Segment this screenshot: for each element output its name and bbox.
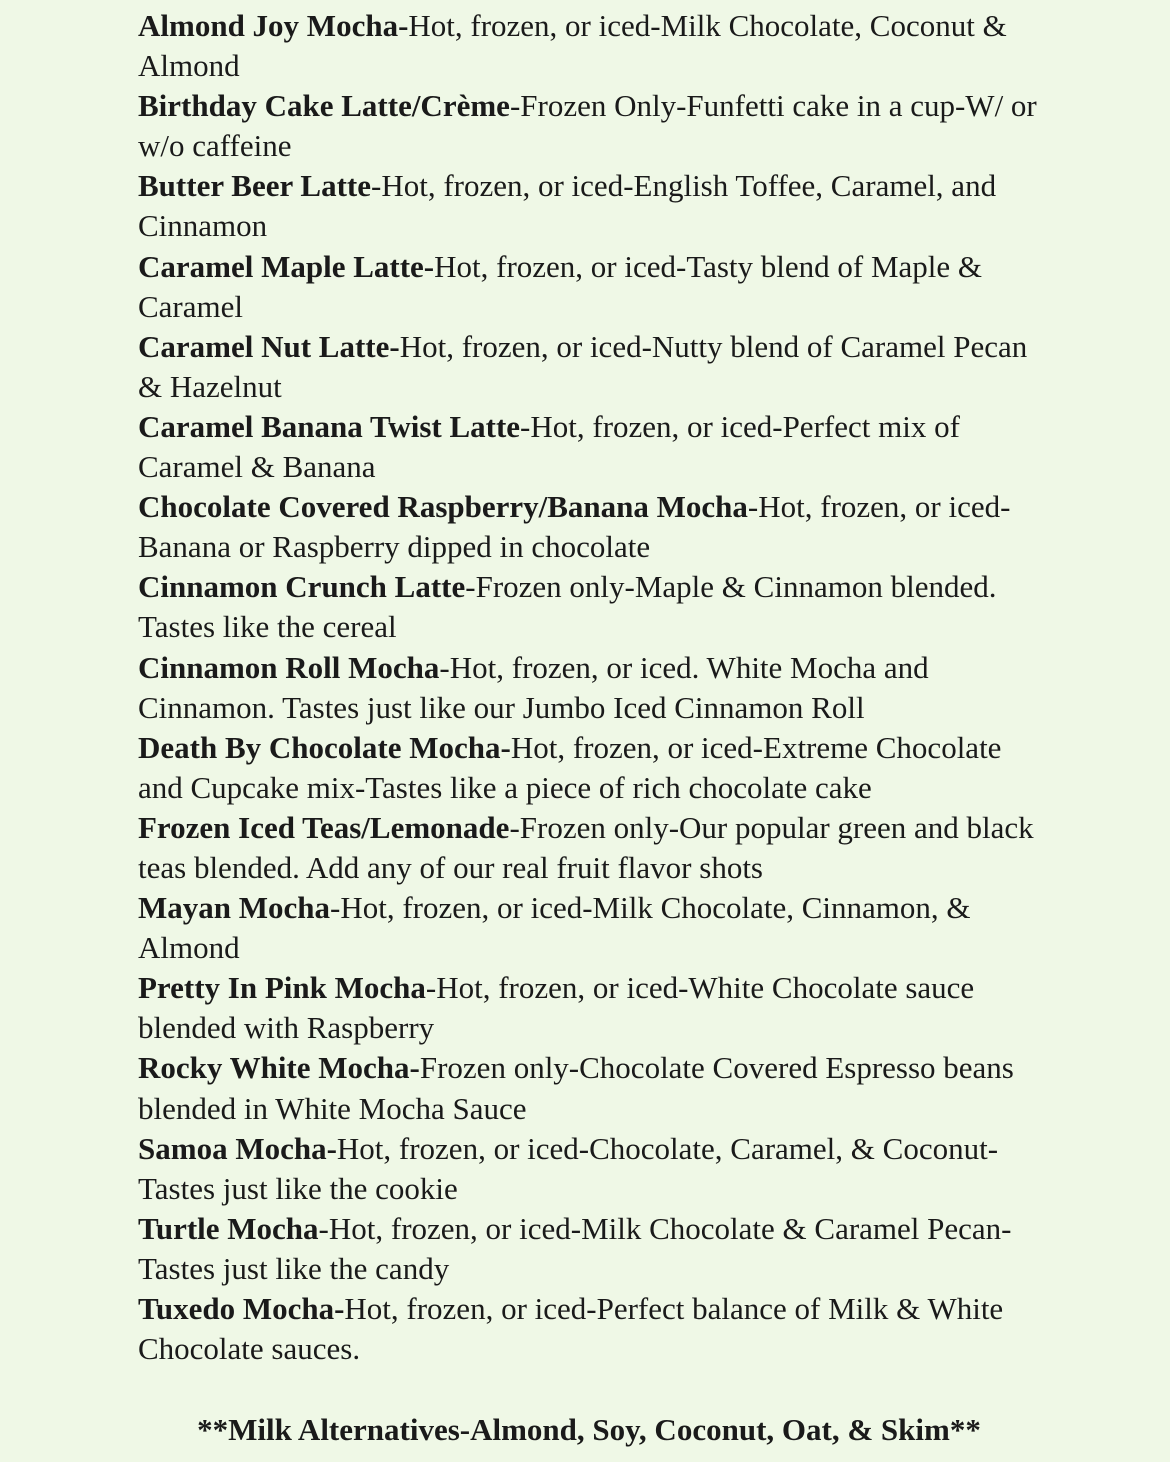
item-name: Mayan Mocha — [138, 890, 331, 926]
item-name: Caramel Nut Latte- — [138, 328, 400, 364]
item-description: -Frozen only-Maple & Cinnamon blended. Tastes like the cereal — [138, 569, 997, 645]
item-name: Rocky White Mocha- — [138, 1050, 420, 1086]
item-description: -Frozen only-Our popular green and black teas blended. Add any of our real fruit flavor shots — [138, 809, 1034, 885]
drink-menu-list — [138, 6, 1038, 1369]
item-name: Cinnamon Crunch Latte — [138, 569, 466, 605]
item-description: -Hot, frozen, or iced-White Chocolate sauce blended with Raspberry — [138, 970, 975, 1046]
milk-alternatives-note: **Milk Alternatives-Almond, Soy, Coconut, Oat, & Skim** — [197, 1412, 981, 1447]
item-description: -Hot, frozen, or iced-Milk Chocolate & Caramel Pecan-Tastes just like the candy — [138, 1210, 1012, 1286]
menu-item — [138, 1289, 1038, 1369]
item-name: Frozen Iced Teas/Lemonade — [138, 809, 510, 845]
item-name: Pretty In Pink Mocha — [138, 970, 426, 1006]
item-name: Almond Joy Mocha- — [138, 8, 409, 43]
item-name: Cinnamon Roll Mocha — [138, 649, 440, 685]
menu-item — [138, 86, 1038, 166]
menu-item — [138, 888, 1038, 968]
item-description: Hot, frozen, or iced-Tasty blend of Maple & Caramel — [138, 248, 983, 324]
menu-item — [138, 968, 1038, 1048]
item-description: Hot, frozen, or iced-Extreme Chocolate and Cupcake mix-Tastes like a piece of rich chocolate cake — [138, 729, 1002, 805]
item-description: Hot, frozen, or iced-Milk Chocolate, Coconut & Almond — [138, 8, 1007, 84]
menu-item — [138, 487, 1038, 567]
menu-item — [138, 1048, 1038, 1128]
item-name: Birthday Cake Latte/Crème — [138, 88, 510, 124]
item-description: -Hot, frozen, or iced. White Mocha and Cinnamon. Tastes just like our Jumbo Iced Cinnamon Roll — [138, 649, 929, 725]
item-name: Butter Beer Latte — [138, 168, 371, 204]
menu-item — [138, 808, 1038, 888]
item-name: Turtle Mocha — [138, 1210, 319, 1246]
item-description: -Hot, frozen, or iced-Perfect mix of Caramel & Banana — [138, 408, 960, 485]
menu-item — [138, 1209, 1038, 1289]
menu-item — [138, 728, 1038, 808]
menu-item — [138, 247, 1038, 327]
item-name: Caramel Banana Twist Latte — [138, 408, 521, 444]
item-description: -Hot, frozen, or iced-Banana or Raspberry dipped in chocolate — [138, 489, 1011, 565]
menu-item — [138, 6, 1038, 86]
item-description: -Hot, frozen, or iced-Milk Chocolate, Cinnamon, & Almond — [138, 890, 971, 966]
menu-item — [138, 407, 1038, 487]
menu-item — [138, 166, 1038, 246]
item-description: -Hot, frozen, or iced-English Toffee, Caramel, and Cinnamon — [138, 168, 997, 244]
menu-item — [138, 648, 1038, 728]
item-description: Hot, frozen, or iced-Perfect balance of Milk & White Chocolate sauces. — [138, 1291, 1004, 1367]
item-name: Caramel Maple Latte- — [138, 248, 435, 284]
item-name: Samoa Mocha- — [138, 1130, 337, 1166]
item-description: -Frozen Only-Funfetti cake in a cup-W/ or w/o caffeine — [138, 88, 1037, 164]
item-name: Chocolate Covered Raspberry/Banana Mocha — [138, 489, 748, 525]
menu-item — [138, 1129, 1038, 1209]
item-name: Tuxedo Mocha- — [138, 1291, 345, 1326]
menu-item — [138, 327, 1038, 407]
item-description: Frozen only-Chocolate Covered Espresso beans blended in White Mocha Sauce — [138, 1050, 1014, 1126]
menu-item — [138, 567, 1038, 647]
item-description: Hot, frozen, or iced-Nutty blend of Caramel Pecan & Hazelnut — [138, 328, 1028, 404]
item-name: Death By Chocolate Mocha- — [138, 729, 511, 765]
item-description: Hot, frozen, or iced-Chocolate, Caramel, & Coconut-Tastes just like the cookie — [138, 1130, 999, 1206]
